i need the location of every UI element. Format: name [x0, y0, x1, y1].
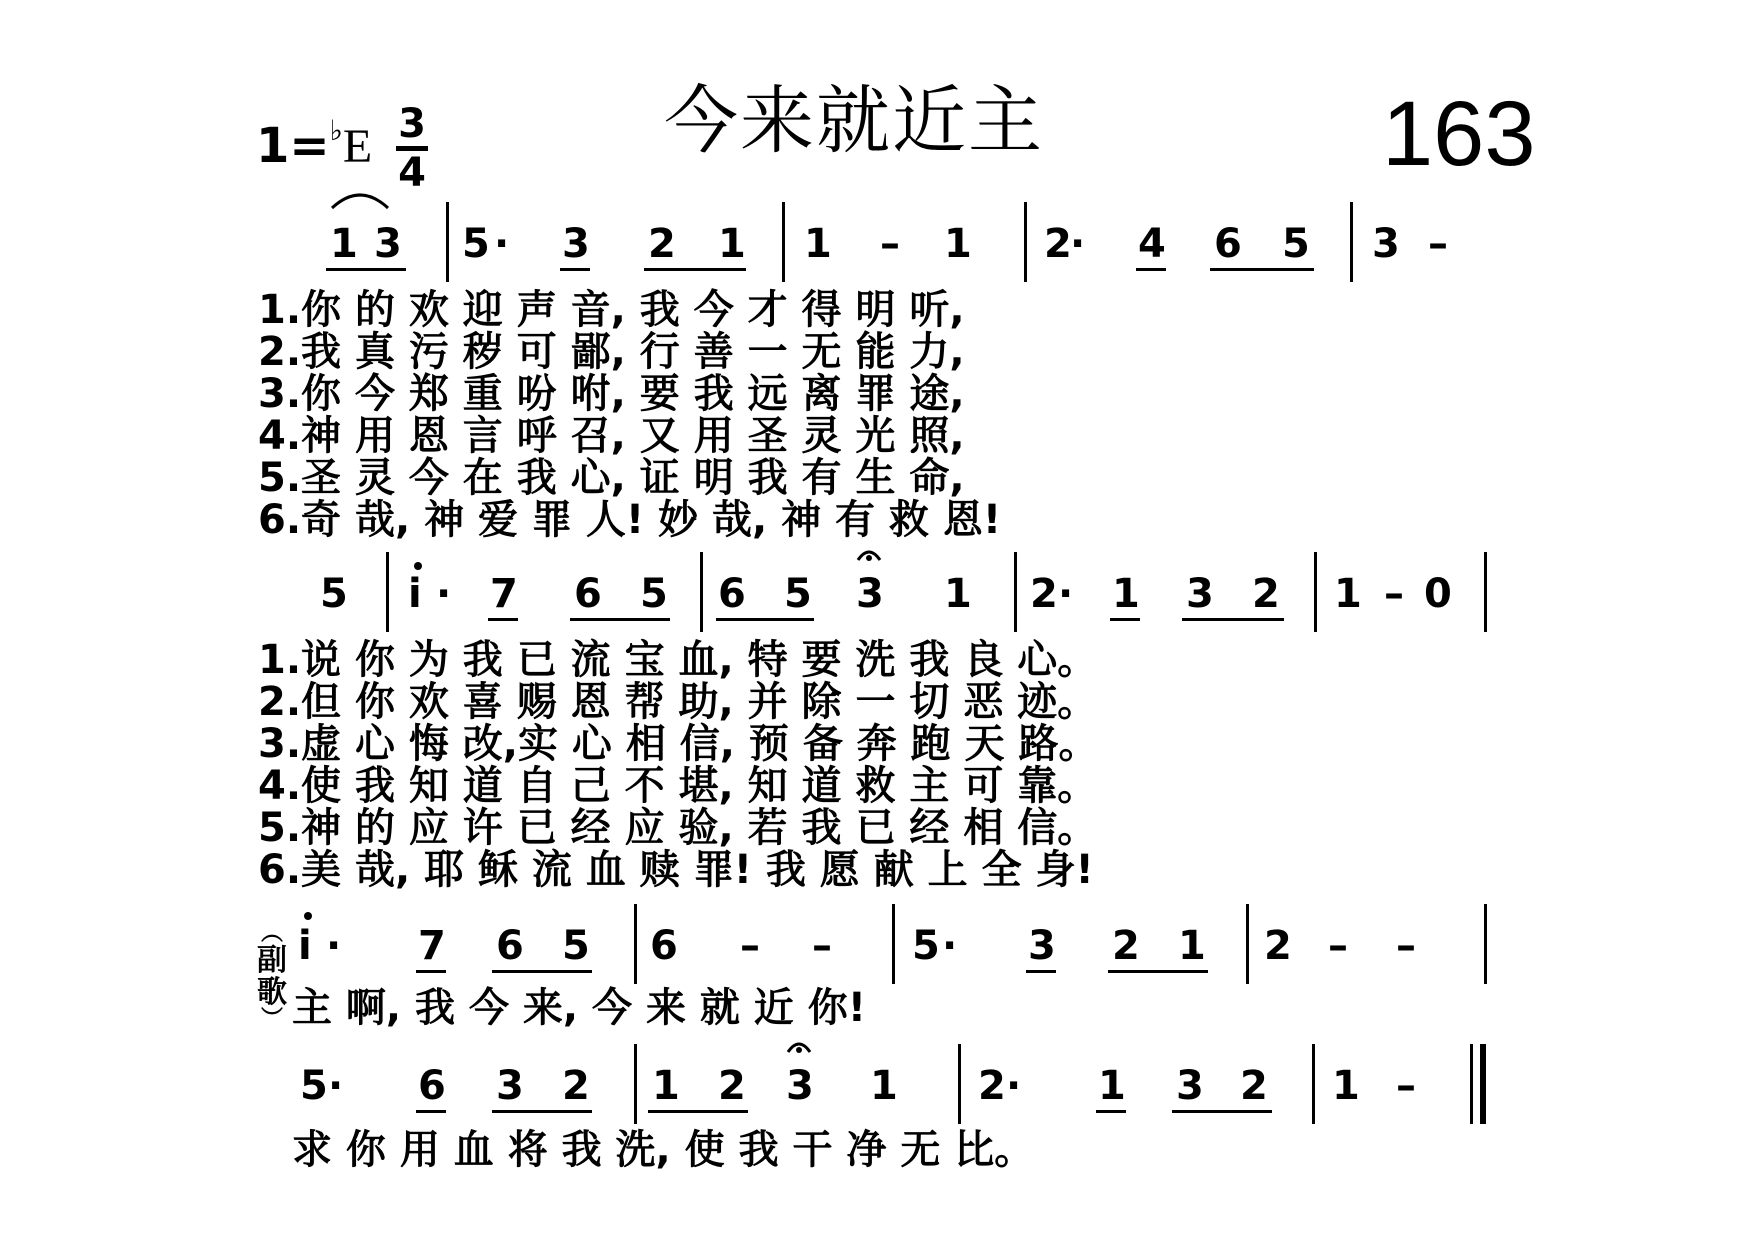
- note: 2: [1112, 923, 1140, 969]
- lyric-verse-2: 2.但 你 欢 喜 赐 恩 帮 助, 并 除 一 切 恶 迹。: [258, 679, 1098, 725]
- beam: [326, 268, 406, 271]
- note: 2: [1264, 923, 1292, 969]
- barline: [892, 904, 895, 984]
- dash: –: [1328, 923, 1348, 969]
- note: 1: [1178, 923, 1206, 969]
- lyric-verse-6: 6.美 哉, 耶 稣 流 血 赎 罪! 我 愿 献 上 全 身!: [258, 847, 1094, 893]
- lyric-verse-4: 4.神 用 恩 言 呼 召, 又 用 圣 灵 光 照,: [258, 413, 965, 459]
- note: 1: [652, 1063, 680, 1109]
- lyric-verse-5: 5.圣 灵 今 在 我 心, 证 明 我 有 生 命,: [258, 455, 965, 501]
- dot: ·: [326, 923, 342, 969]
- barline: [634, 1044, 637, 1124]
- note: 6: [1214, 221, 1242, 267]
- time-signature: [392, 101, 432, 196]
- note: 2: [1252, 571, 1280, 617]
- beam: [644, 268, 746, 271]
- note: 4: [1138, 221, 1166, 267]
- note: 2: [1030, 571, 1058, 617]
- high-octave-dot: [414, 562, 422, 570]
- note: 3: [562, 221, 590, 267]
- dash: –: [1428, 221, 1448, 267]
- rest: 0: [1424, 571, 1452, 617]
- note: 3: [374, 221, 402, 267]
- barline: [446, 202, 449, 282]
- barline: [782, 202, 785, 282]
- lyric-verse-3: 3.你 今 郑 重 吩 咐, 要 我 远 离 罪 途,: [258, 371, 965, 417]
- note: 2: [1044, 221, 1072, 267]
- flat-icon: ♭: [329, 114, 343, 147]
- beam: [716, 618, 814, 621]
- barline: [958, 1044, 961, 1124]
- lyric-verse-1: 1.你 的 欢 迎 声 音, 我 今 才 得 明 听,: [258, 287, 965, 333]
- dash: –: [812, 923, 832, 969]
- note: 1: [1334, 571, 1362, 617]
- note: 3: [1176, 1063, 1204, 1109]
- beam: [1210, 268, 1314, 271]
- note: 3: [786, 1063, 814, 1109]
- slur-icon: [328, 188, 392, 210]
- note: 5: [912, 923, 940, 969]
- fermata-icon: [786, 1036, 812, 1056]
- beam: [648, 1110, 748, 1113]
- beam: [1026, 970, 1056, 973]
- dash: –: [740, 923, 760, 969]
- beam: [492, 970, 592, 973]
- high-octave-dot: [304, 912, 312, 920]
- note: 1: [718, 221, 746, 267]
- note: 2: [562, 1063, 590, 1109]
- beam: [1108, 970, 1208, 973]
- key-note: E: [342, 120, 373, 173]
- barline: [1024, 202, 1027, 282]
- barline: [1484, 552, 1487, 632]
- note: 3: [496, 1063, 524, 1109]
- barline: [1312, 1044, 1315, 1124]
- note: 1: [330, 221, 358, 267]
- note: 6: [574, 571, 602, 617]
- chorus-lyric: 求 你 用 血 将 我 洗, 使 我 干 净 无 比。: [292, 1127, 1035, 1173]
- dot: ·: [1070, 221, 1086, 267]
- hymn-number: 163: [1382, 83, 1536, 185]
- beam: [416, 1110, 446, 1113]
- note: 2: [978, 1063, 1006, 1109]
- note: 5: [784, 571, 812, 617]
- dot: ·: [1058, 571, 1074, 617]
- fermata-icon: [856, 544, 882, 564]
- note: 2: [1240, 1063, 1268, 1109]
- dot: ·: [436, 571, 452, 617]
- note: 6: [718, 571, 746, 617]
- beam: [488, 618, 518, 621]
- beam: [1096, 1110, 1126, 1113]
- note: 6: [650, 923, 678, 969]
- key-signature: [256, 114, 373, 174]
- paren-open: ︵: [260, 921, 283, 946]
- note: 3: [1372, 221, 1400, 267]
- note: 6: [496, 923, 524, 969]
- note: 1: [944, 221, 972, 267]
- note: 1: [1332, 1063, 1360, 1109]
- chorus-label-text: 副歌: [257, 943, 287, 1010]
- note: 7: [490, 571, 518, 617]
- barline: [1246, 904, 1249, 984]
- note: 5: [462, 221, 490, 267]
- barline: [1314, 552, 1317, 632]
- lyric-verse-2: 2.我 真 污 秽 可 鄙, 行 善 一 无 能 力,: [258, 329, 965, 375]
- note: 1: [804, 221, 832, 267]
- barline: [1484, 904, 1487, 984]
- chorus-lyric: 主 啊, 我 今 来, 今 来 就 近 你!: [292, 985, 866, 1031]
- beam: [492, 1110, 592, 1113]
- note: 6: [418, 1063, 446, 1109]
- lyric-verse-3: 3.虚 心 悔 改,实 心 相 信, 预 备 奔 跑 天 路。: [258, 721, 1099, 767]
- lyric-verse-5: 5.神 的 应 许 已 经 应 验, 若 我 已 经 相 信。: [258, 805, 1098, 851]
- barline: [386, 552, 389, 632]
- barline: [700, 552, 703, 632]
- dash: –: [880, 221, 900, 267]
- chorus-label: [254, 922, 290, 1031]
- note: 7: [418, 923, 446, 969]
- beam: [560, 268, 590, 271]
- dot: ·: [942, 923, 958, 969]
- note: 1: [870, 1063, 898, 1109]
- time-signature-top: 3: [398, 101, 426, 147]
- final-barline-thick: [1480, 1044, 1486, 1124]
- note: 5: [640, 571, 668, 617]
- dot: ·: [1006, 1063, 1022, 1109]
- note: 1: [1098, 1063, 1126, 1109]
- lyric-verse-6: 6.奇 哉, 神 爱 罪 人! 妙 哉, 神 有 救 恩!: [258, 497, 1002, 543]
- barline: [1350, 202, 1353, 282]
- hymn-title: 今来就近主: [664, 78, 1044, 164]
- final-barline-thin: [1470, 1044, 1473, 1124]
- beam: [570, 618, 670, 621]
- beam: [1136, 268, 1166, 271]
- note: 3: [1186, 571, 1214, 617]
- note: 5: [300, 1063, 328, 1109]
- beam: [416, 970, 446, 973]
- note: 3: [1028, 923, 1056, 969]
- beam: [1110, 618, 1140, 621]
- dot: ·: [494, 221, 510, 267]
- note: 1: [944, 571, 972, 617]
- time-signature-bottom: 4: [398, 150, 426, 196]
- note: 1: [1112, 571, 1140, 617]
- note: i: [298, 923, 312, 969]
- note: 2: [718, 1063, 746, 1109]
- lyric-verse-4: 4.使 我 知 道 自 己 不 堪, 知 道 救 主 可 靠。: [258, 763, 1098, 809]
- note: 5: [562, 923, 590, 969]
- lyric-verse-1: 1.说 你 为 我 已 流 宝 血, 特 要 洗 我 良 心。: [258, 637, 1098, 683]
- note: 5: [320, 571, 348, 617]
- barline: [634, 904, 637, 984]
- beam: [1172, 1110, 1272, 1113]
- dash: –: [1396, 1063, 1416, 1109]
- barline: [1014, 552, 1017, 632]
- dash: –: [1396, 923, 1416, 969]
- key-prefix: 1=: [256, 118, 330, 174]
- note: 2: [648, 221, 676, 267]
- beam: [1182, 618, 1284, 621]
- note: 5: [1282, 221, 1310, 267]
- dot: ·: [328, 1063, 344, 1109]
- note: 3: [856, 571, 884, 617]
- dash: –: [1384, 571, 1404, 617]
- paren-close: ︶: [260, 1007, 283, 1033]
- note: i: [408, 571, 422, 617]
